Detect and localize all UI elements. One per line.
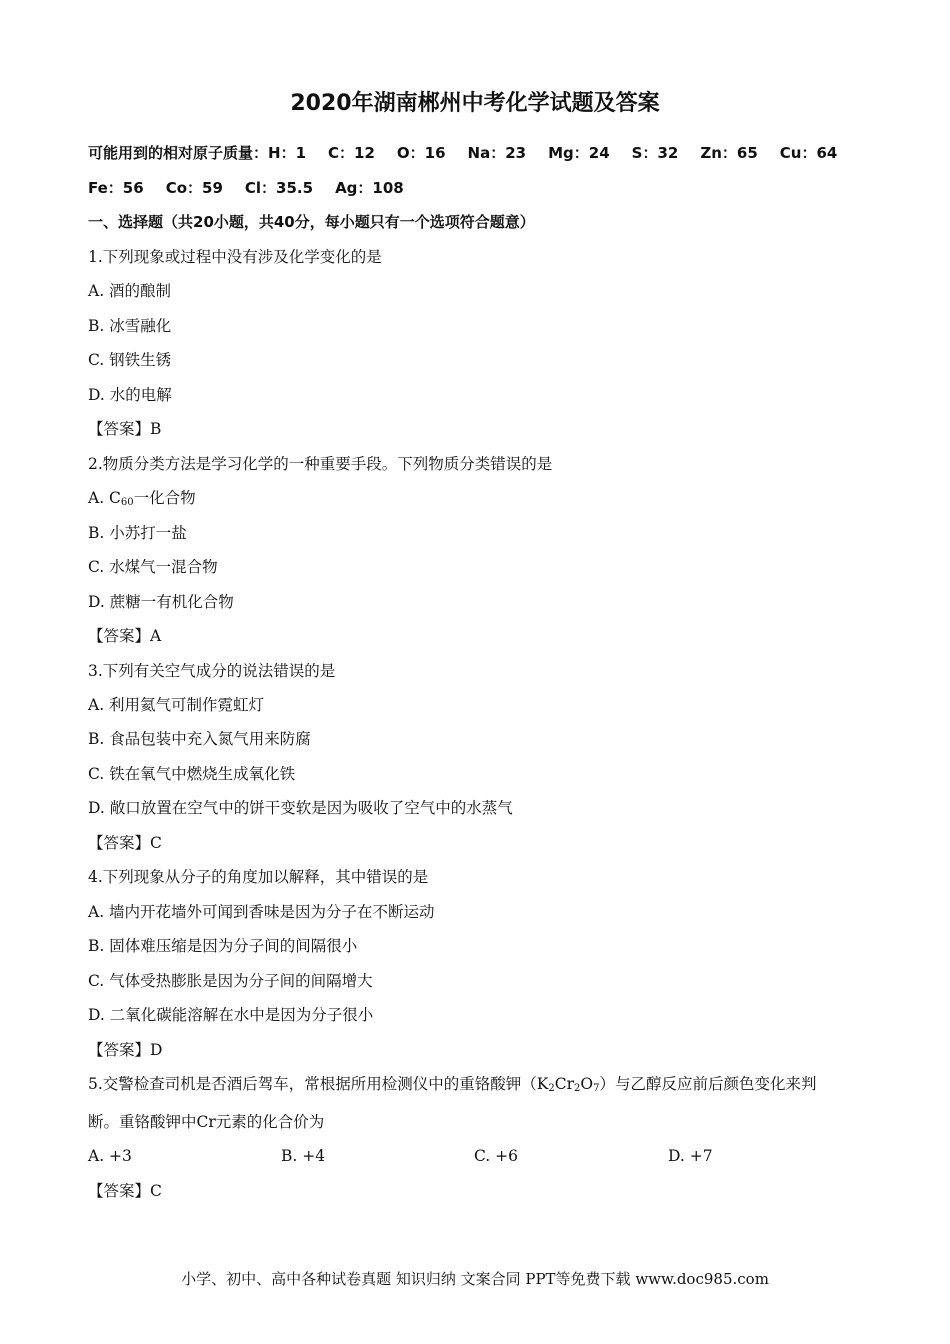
question-4-stem: 4.下列现象从分子的角度加以解释，其中错误的是 xyxy=(88,868,429,886)
question-2-option-a xyxy=(88,488,196,513)
atomic-masses-label: 可能用到的相对原子质量： xyxy=(88,144,269,162)
option-text: 一化合物 xyxy=(133,489,196,507)
question-3-option-c: C. 铁在氧气中燃烧生成氧化铁 xyxy=(88,765,296,783)
mass-item: Na：23 xyxy=(467,144,527,162)
subscript: 60 xyxy=(120,497,134,508)
section-heading: 一、选择题（共20小题，共40分，每小题只有一个选项符合题意） xyxy=(88,213,535,231)
question-1-answer: 【答案】B xyxy=(88,420,162,438)
question-4-option-a: A. 墙内开花墙外可闻到香味是因为分子在不断运动 xyxy=(88,903,435,921)
question-5-option-c: C. +6 xyxy=(474,1147,519,1165)
question-2-option-c: C. 水煤气一混合物 xyxy=(88,558,218,576)
formula-text: Cr xyxy=(554,1075,575,1093)
mass-item: Fe：56 xyxy=(88,179,144,197)
mass-item: S：32 xyxy=(631,144,679,162)
question-3-option-b: B. 食品包装中充入氮气用来防腐 xyxy=(88,730,311,748)
question-4-answer: 【答案】D xyxy=(88,1041,163,1059)
atomic-masses-line-2 xyxy=(88,178,426,198)
question-1-option-d: D. 水的电解 xyxy=(88,386,172,404)
question-2-answer: 【答案】A xyxy=(88,627,162,645)
question-1-stem: 1.下列现象或过程中没有涉及化学变化的是 xyxy=(88,248,382,266)
mass-item: H：1 xyxy=(268,144,307,162)
mass-item: C：12 xyxy=(328,144,375,162)
footer-text: 小学、初中、高中各种试卷真题 知识归纳 文案合同 PPT等免费下载 www.doc985.com xyxy=(181,1270,769,1288)
stem-text: ）与乙醇反应前后颜色变化来判 xyxy=(599,1075,817,1093)
subscript: 7 xyxy=(593,1083,600,1094)
mass-item: Ag：108 xyxy=(335,179,404,197)
question-1-option-c: C. 钢铁生锈 xyxy=(88,351,172,369)
option-text: A. C xyxy=(88,489,121,507)
page-title: 2020年湖南郴州中考化学试题及答案 xyxy=(290,91,660,116)
question-5-stem-line-1 xyxy=(88,1074,817,1099)
formula-text: O xyxy=(580,1075,594,1093)
question-5-stem-line-2: 断。重铬酸钾中Cr元素的化合价为 xyxy=(88,1113,325,1131)
question-3-answer: 【答案】C xyxy=(88,834,162,852)
question-4-option-d: D. 二氧化碳能溶解在水中是因为分子很小 xyxy=(88,1006,374,1024)
mass-item: Mg：24 xyxy=(548,144,610,162)
subscript: 2 xyxy=(574,1083,581,1094)
question-1-option-a: A. 酒的酿制 xyxy=(88,282,172,300)
mass-item: Co：59 xyxy=(165,179,223,197)
question-2-stem: 2.物质分类方法是学习化学的一种重要手段。下列物质分类错误的是 xyxy=(88,455,553,473)
question-3-option-d: D. 敞口放置在空气中的饼干变软是因为吸收了空气中的水蒸气 xyxy=(88,799,513,817)
mass-item: Cl：35.5 xyxy=(244,179,314,197)
question-3-option-a: A. 利用氦气可制作霓虹灯 xyxy=(88,696,265,714)
question-4-option-b: B. 固体难压缩是因为分子间的间隔很小 xyxy=(88,937,358,955)
mass-item: Zn：65 xyxy=(700,144,758,162)
atomic-masses-line-1 xyxy=(88,143,859,163)
question-2-option-b: B. 小苏打一盐 xyxy=(88,524,187,542)
question-5-option-a: A. +3 xyxy=(88,1147,132,1165)
question-5-option-b: B. +4 xyxy=(281,1147,326,1165)
question-4-option-c: C. 气体受热膨胀是因为分子间的间隔增大 xyxy=(88,972,373,990)
stem-text: 5.交警检查司机是否酒后驾车，常根据所用检测仪中的重铬酸钾（K xyxy=(88,1075,549,1093)
question-1-option-b: B. 冰雪融化 xyxy=(88,317,172,335)
mass-item: O：16 xyxy=(396,144,446,162)
mass-item: Cu：64 xyxy=(779,144,838,162)
question-2-option-d: D. 蔗糖一有机化合物 xyxy=(88,593,234,611)
subscript: 2 xyxy=(548,1083,555,1094)
question-5-option-d: D. +7 xyxy=(668,1147,713,1165)
question-5-answer: 【答案】C xyxy=(88,1182,162,1200)
question-3-stem: 3.下列有关空气成分的说法错误的是 xyxy=(88,662,336,680)
